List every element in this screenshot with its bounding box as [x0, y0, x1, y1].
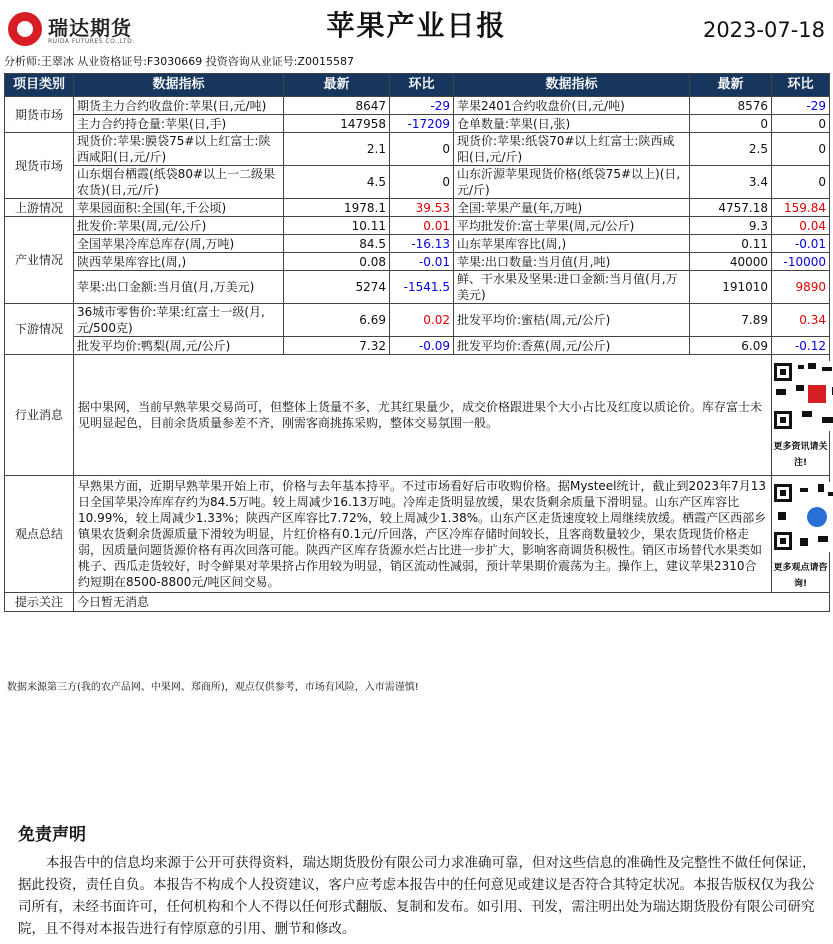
table-row [5, 199, 830, 217]
metric-name: 批发平均价:香蕉(周,元/公斤) [454, 337, 690, 355]
tips-text: 今日暂无消息 [74, 593, 830, 612]
latest-value: 2.5 [690, 133, 772, 166]
change-value: 0 [390, 166, 454, 199]
metric-name: 鲜、干水果及坚果:进口金额:当月值(月,万美元) [454, 271, 690, 304]
tips-row [5, 593, 830, 612]
change-value: 0.04 [772, 217, 830, 235]
metric-name: 苹果:出口数量:当月值(月,吨) [454, 253, 690, 271]
col-header: 环比 [772, 74, 830, 97]
change-value: -0.09 [390, 337, 454, 355]
industry-news-text: 据中果网，当前早熟苹果交易尚可，但整体上货量不多，尤其红果量少，成交价格跟进果个大小占比及红度以质论价。库存富士未见明显起色，目前余货质量参差不齐，刚需客商挑拣采购，整体交易氛围一般。 [74, 355, 772, 476]
change-value: -0.01 [390, 253, 454, 271]
change-value: -10000 [772, 253, 830, 271]
latest-value: 4.5 [284, 166, 390, 199]
latest-value: 40000 [690, 253, 772, 271]
metric-name: 山东苹果库容比(周,) [454, 235, 690, 253]
metric-name: 批发平均价:鸭梨(周,元/公斤) [74, 337, 284, 355]
latest-value: 8647 [284, 97, 390, 115]
category-cell: 上游情况 [5, 199, 74, 217]
metric-name: 平均批发价:富士苹果(周,元/公斤) [454, 217, 690, 235]
qr-cell [772, 476, 830, 593]
latest-value: 0.11 [690, 235, 772, 253]
disclaimer-title: 免责声明 [18, 825, 86, 845]
qr-cell [772, 355, 830, 476]
latest-value: 7.89 [690, 304, 772, 337]
change-value: -29 [772, 97, 830, 115]
report-header [0, 0, 833, 52]
change-value: -29 [390, 97, 454, 115]
qr-caption: 更多观点请咨询! [773, 563, 828, 589]
category-cell: 现货市场 [5, 133, 74, 199]
metric-name: 期货主力合约收盘价:苹果(日,元/吨) [74, 97, 284, 115]
change-value: 0 [772, 133, 830, 166]
category-cell: 期货市场 [5, 97, 74, 133]
latest-value: 3.4 [690, 166, 772, 199]
col-header: 最新 [284, 74, 390, 97]
change-value: -0.12 [772, 337, 830, 355]
summary-row [5, 476, 830, 593]
latest-value: 8576 [690, 97, 772, 115]
table-row [5, 133, 830, 166]
col-header: 数据指标 [454, 74, 690, 97]
section-label: 提示关注 [5, 593, 74, 612]
logo-english: RUIDA FUTURES CO.,LTD. [48, 38, 135, 45]
change-value: 0 [390, 133, 454, 166]
metric-name: 仓单数量:苹果(日,张) [454, 115, 690, 133]
change-value: 0.01 [390, 217, 454, 235]
latest-value: 191010 [690, 271, 772, 304]
table-row [5, 217, 830, 235]
metric-name: 苹果园面积:全国(年,千公顷) [74, 199, 284, 217]
metric-name: 批发平均价:蜜桔(周,元/公斤) [454, 304, 690, 337]
change-value: -17209 [390, 115, 454, 133]
change-value: 0.02 [390, 304, 454, 337]
latest-value: 7.32 [284, 337, 390, 355]
col-header: 项目类别 [5, 74, 74, 97]
table-row [5, 337, 830, 355]
metric-name: 山东沂源苹果现货价格(纸袋75#以上)(日,元/斤) [454, 166, 690, 199]
metric-name: 苹果:出口金额:当月值(月,万美元) [74, 271, 284, 304]
page-title: 苹果产业日报 [326, 9, 507, 42]
latest-value: 4757.18 [690, 199, 772, 217]
latest-value: 2.1 [284, 133, 390, 166]
latest-value: 6.69 [284, 304, 390, 337]
table-row [5, 115, 830, 133]
change-value: 39.53 [390, 199, 454, 217]
metric-name: 现货价:苹果:膜袋75#以上红富士:陕西咸阳(日,元/斤) [74, 133, 284, 166]
latest-value: 9.3 [690, 217, 772, 235]
logo-text: 瑞达期货 [48, 16, 132, 40]
report-date: 2023-07-18 [702, 18, 825, 42]
metric-name: 36城市零售价:苹果:红富士一级(月,元/500克) [74, 304, 284, 337]
change-value: -0.01 [772, 235, 830, 253]
col-header: 数据指标 [74, 74, 284, 97]
industry-news-row [5, 355, 830, 476]
metric-name: 现货价:苹果:纸袋70#以上红富士:陕西咸阳(日,元/斤) [454, 133, 690, 166]
section-label: 观点总结 [5, 476, 74, 593]
data-table [4, 73, 830, 612]
latest-value: 0.08 [284, 253, 390, 271]
metric-name: 山东烟台栖霞(纸袋80#以上一二级果农货)(日,元/斤) [74, 166, 284, 199]
latest-value: 10.11 [284, 217, 390, 235]
change-value: 0.34 [772, 304, 830, 337]
change-value: -1541.5 [390, 271, 454, 304]
metric-name: 全国:苹果产量(年,万吨) [454, 199, 690, 217]
qr-code-icon [772, 482, 833, 552]
change-value: 0 [772, 166, 830, 199]
table-row [5, 253, 830, 271]
change-value: 159.84 [772, 199, 830, 217]
latest-value: 6.09 [690, 337, 772, 355]
latest-value: 0 [690, 115, 772, 133]
table-row [5, 97, 830, 115]
table-row [5, 166, 830, 199]
analyst-info: 分析师:王翠冰 从业资格证号:F3030669 投资咨询从业证号:Z0015587 [4, 55, 354, 68]
metric-name: 批发价:苹果(周,元/公斤) [74, 217, 284, 235]
latest-value: 147958 [284, 115, 390, 133]
summary-text: 早熟果方面，近期早熟苹果开始上市，价格与去年基本持平。不过市场看好后市收购价格。据Mysteel统计，截止到2023年7月13日全国苹果冷库库存约为84.5万吨。较上周减少16.13万吨。冷库走货明显放缓，果农货剩余质量下滑明显。山东产区库容比10.99%，较上周减少1.33%；陕西产区库容比7.72%，较上周减少1.38%。山东产区走货速度较上周继续放缓。栖霞产区西部乡镇果农货剩余货源质量下滑较为明显，片红价格有0.1元/斤回落，产区冷库存储时间较长，且客商数量较少，果农货现货价格走弱，因质量问题货源价格有再次回落可能。陕西产区库存货源水烂占比进一步扩大，影响客商调货积极性。销区市场替代水果类如桃子、西瓜走货较好，时令鲜果对苹果挤占作用较为明显，销区流动性减弱，预计苹果期价震荡为主。操作上，建议苹果2310合约短期在8500-8800元/吨区间交易。 [74, 476, 772, 593]
latest-value: 84.5 [284, 235, 390, 253]
disclaimer-text: 本报告中的信息均来源于公开可获得资料，瑞达期货股份有限公司力求准确可靠，但对这些信息的准确性及完整性不做任何保证，据此投资，责任自负。本报告不构成个人投资建议，客户应考虑本报告中的任何意见或建议是否符合其特定状况。本报告版权仅为我公司所有，未经书面许可，任何机构和个人不得以任何形式翻版、复制和发布。如引用、刊发，需注明出处为瑞达期货股份有限公司研究院，且不得对本报告进行有悖原意的引用、删节和修改。 [18, 855, 816, 937]
latest-value: 5274 [284, 271, 390, 304]
table-row [5, 271, 830, 304]
table-header [5, 74, 830, 97]
metric-name: 主力合约持仓量:苹果(日,手) [74, 115, 284, 133]
qr-caption: 更多资讯请关注! [773, 442, 828, 468]
table-row [5, 304, 830, 337]
section-label: 行业消息 [5, 355, 74, 476]
metric-name: 全国苹果冷库总库存(周,万吨) [74, 235, 284, 253]
change-value: 9890 [772, 271, 830, 304]
col-header: 最新 [690, 74, 772, 97]
metric-name: 陕西苹果库容比(周,) [74, 253, 284, 271]
category-cell: 下游情况 [5, 304, 74, 355]
metric-name: 苹果2401合约收盘价(日,元/吨) [454, 97, 690, 115]
qr-code-icon [772, 361, 833, 431]
change-value: -16.13 [390, 235, 454, 253]
table-row [5, 235, 830, 253]
latest-value: 1978.1 [284, 199, 390, 217]
category-cell: 产业情况 [5, 217, 74, 304]
col-header: 环比 [390, 74, 454, 97]
change-value: 0 [772, 115, 830, 133]
data-source-note: 数据来源第三方(我的农产品网、中果网、郑商所)，观点仅供参考，市场有风险，入市需谨慎! [7, 682, 419, 693]
